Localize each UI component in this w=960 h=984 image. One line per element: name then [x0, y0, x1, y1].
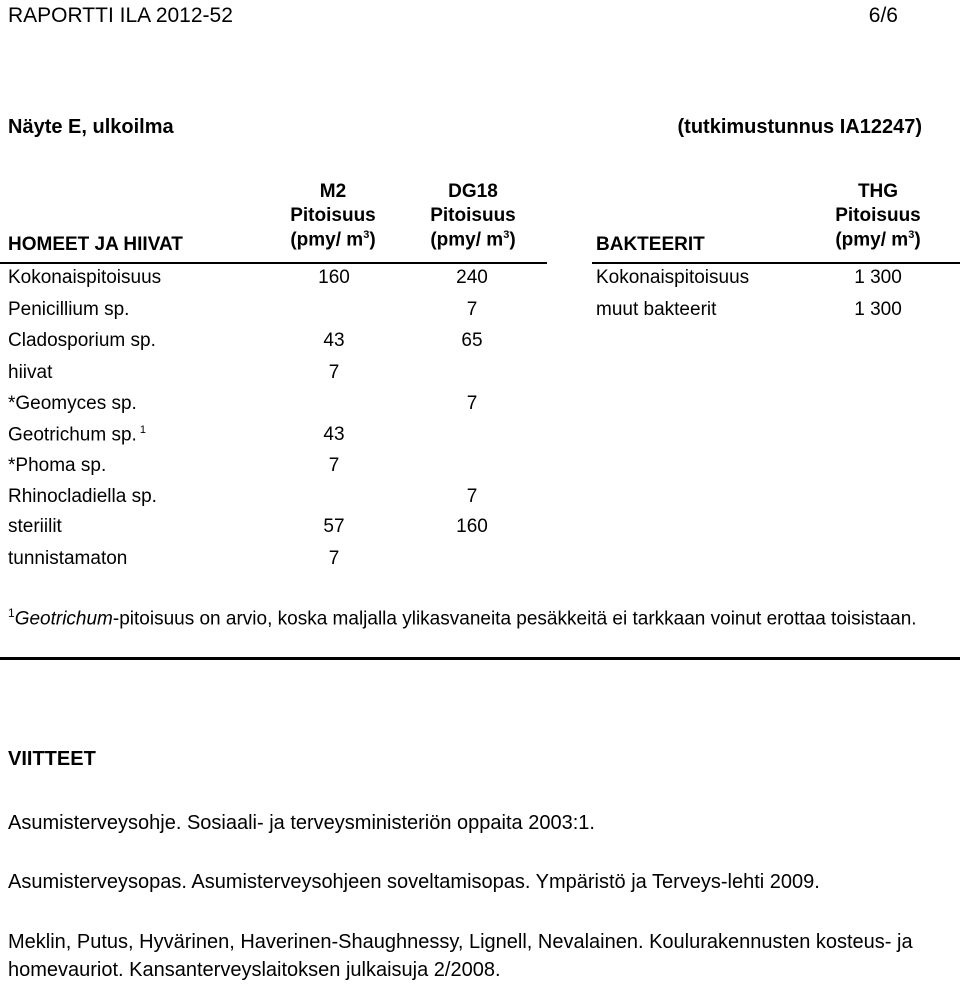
mold-row-dg18: 7	[466, 486, 478, 507]
mold-row-m2: 57	[323, 516, 345, 537]
sample-title: Näyte E, ulkoilma	[8, 116, 174, 138]
mold-row-name: Penicillium sp.	[8, 299, 130, 320]
bacteria-row-name: muut bakteerit	[596, 299, 717, 320]
mold-row-name: Geotrichum sp. $^1$	[8, 424, 146, 446]
dg18-column-measure: Pitoisuus	[430, 205, 516, 226]
study-id: (tutkimustunnus IA12247)	[677, 116, 922, 138]
bacteria-header-label: BAKTEERIT	[596, 234, 705, 255]
footnote	[8, 600, 948, 632]
reference-item: Asumisterveysohje. Sosiaali- ja terveysministeriön oppaita 2003:1.	[8, 812, 595, 834]
reference-item: Asumisterveysopas. Asumisterveysohjeen soveltamisopas. Ympäristö ja Terveys-lehti 2009.	[8, 871, 820, 893]
reference-item: Meklin, Putus, Hyvärinen, Haverinen-Shaughnessy, Lignell, Nevalainen. Koulurakennusten kosteus- ja homevauriot. Kansanterveyslaitoksen julkaisuja 2/2008.	[8, 931, 913, 981]
m2-column-measure: Pitoisuus	[290, 205, 376, 226]
mold-row-m2: 43	[323, 330, 345, 351]
mold-row-name: hiivat	[8, 362, 53, 383]
footnote-marker: 1	[139, 424, 146, 436]
thg-column-header	[818, 181, 938, 251]
references-heading: VIITTEET	[8, 748, 96, 770]
footnote-marker: 1	[8, 606, 15, 620]
mold-row-dg18: 240	[456, 267, 488, 288]
footnote-term: Geotrichum	[14, 608, 113, 630]
mold-row-name: Kokonaispitoisuus	[8, 267, 162, 288]
dg18-column-header	[413, 181, 533, 251]
section-divider	[0, 657, 960, 660]
mold-row-name: *Phoma sp.	[8, 455, 107, 476]
mold-row-name: *Geomyces sp.	[8, 393, 137, 414]
mold-row-name: tunnistamaton	[8, 548, 128, 569]
thg-column-unit: (pmy/ $m^3$)	[835, 229, 921, 251]
bacteria-header-rule	[592, 262, 960, 264]
mold-row-dg18: 7	[466, 299, 478, 320]
footnote-text: -pitoisuus on arvio, koska maljalla ylikasvaneita pesäkkeitä ei tarkkaan voinut erottaa toisistaan.	[112, 608, 917, 630]
bacteria-row-value: 1 300	[854, 299, 902, 320]
m2-column-header	[278, 181, 388, 251]
m2-column-name: M2	[319, 181, 347, 202]
mold-row-name: steriilit	[8, 516, 62, 537]
dg18-column-name: DG18	[448, 181, 498, 202]
bacteria-row-value: 1 300	[854, 267, 902, 288]
bacteria-row-name: Kokonaispitoisuus	[596, 267, 750, 288]
thg-column-name: THG	[857, 181, 899, 202]
mold-row-m2: 7	[328, 455, 340, 476]
molds-header-label: HOMEET JA HIIVAT	[8, 234, 183, 255]
mold-row-m2: 7	[328, 548, 340, 569]
m2-column-unit: (pmy/ $m^3$)	[290, 229, 376, 251]
mold-row-m2: 160	[318, 267, 350, 288]
mold-row-dg18: 160	[456, 516, 488, 537]
report-title: RAPORTTI ILA 2012-52	[8, 4, 233, 27]
mold-row-name: Rhinocladiella sp.	[8, 486, 157, 507]
thg-column-measure: Pitoisuus	[835, 205, 921, 226]
dg18-column-unit: (pmy/ $m^3$)	[430, 229, 516, 251]
page-number: 6/6	[868, 4, 898, 27]
mold-row-dg18: 65	[461, 330, 483, 351]
mold-row-name: Cladosporium sp.	[8, 330, 156, 351]
mold-row-dg18: 7	[466, 393, 478, 414]
mold-row-m2: 7	[328, 362, 340, 383]
molds-header-rule	[0, 262, 547, 264]
mold-row-m2: 43	[323, 424, 345, 445]
